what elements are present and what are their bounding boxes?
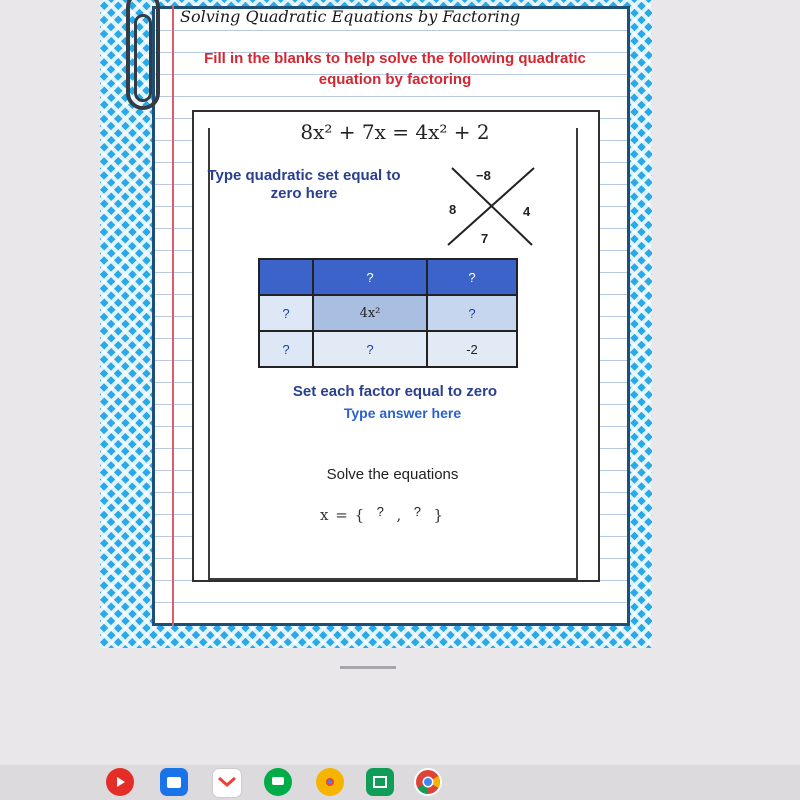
- photos-icon[interactable]: [316, 768, 344, 796]
- equation-right: 4x² + 2: [415, 120, 490, 144]
- type-quadratic-input[interactable]: Type quadratic set equal to zero here: [207, 167, 401, 202]
- files-icon[interactable]: [160, 768, 188, 796]
- x-diagram-right[interactable]: 4: [523, 204, 531, 219]
- table-cell-header-1[interactable]: ?: [313, 259, 427, 295]
- youtube-icon[interactable]: [106, 768, 134, 796]
- x-diagram-left[interactable]: 8: [449, 202, 457, 217]
- solution-blank-1[interactable]: ?: [376, 504, 385, 519]
- worksheet-title: Solving Quadratic Equations by Factoring: [180, 7, 521, 26]
- gmail-icon[interactable]: [212, 768, 242, 798]
- table-cell-header-2[interactable]: ?: [427, 259, 517, 295]
- paper-margin-line: [172, 6, 174, 626]
- x-diagram-top[interactable]: −8: [476, 168, 491, 183]
- solution-blank-2[interactable]: ?: [413, 504, 422, 519]
- equation-equals: =: [392, 120, 410, 144]
- paperclip-inner: [134, 14, 152, 102]
- table-cell-corner: [259, 259, 313, 295]
- solution-set: [320, 506, 444, 524]
- page-indicator: [340, 666, 396, 669]
- worksheet-instructions: Fill in the blanks to help solve the following quadratic equation by factoring: [204, 50, 586, 88]
- type-answer-input[interactable]: Type answer here: [343, 405, 462, 421]
- set-factor-prompt: Set each factor equal to zero: [292, 383, 498, 400]
- solution-separator: ,: [396, 506, 403, 524]
- solution-prefix: x = {: [320, 506, 366, 524]
- table-row: [259, 295, 517, 331]
- chat-icon[interactable]: [264, 768, 292, 796]
- table-row: [259, 259, 517, 295]
- table-cell-side-1[interactable]: ?: [259, 295, 313, 331]
- chrome-icon[interactable]: [414, 768, 442, 796]
- table-cell-minus-2: -2: [427, 331, 517, 367]
- table-cell-side-2[interactable]: ?: [259, 331, 313, 367]
- quadratic-equation: [240, 120, 550, 144]
- table-row: [259, 331, 517, 367]
- table-cell-r2c1[interactable]: ?: [313, 331, 427, 367]
- solve-prompt: Solve the equations: [326, 466, 459, 483]
- x-diagram-bottom[interactable]: 7: [481, 231, 489, 246]
- table-cell-r1c2[interactable]: ?: [427, 295, 517, 331]
- table-cell-4x2: 4x²: [313, 295, 427, 331]
- factor-box-table: [258, 258, 518, 368]
- classroom-icon[interactable]: [366, 768, 394, 796]
- equation-left: 8x² + 7x: [300, 120, 386, 144]
- solution-suffix: }: [433, 506, 445, 524]
